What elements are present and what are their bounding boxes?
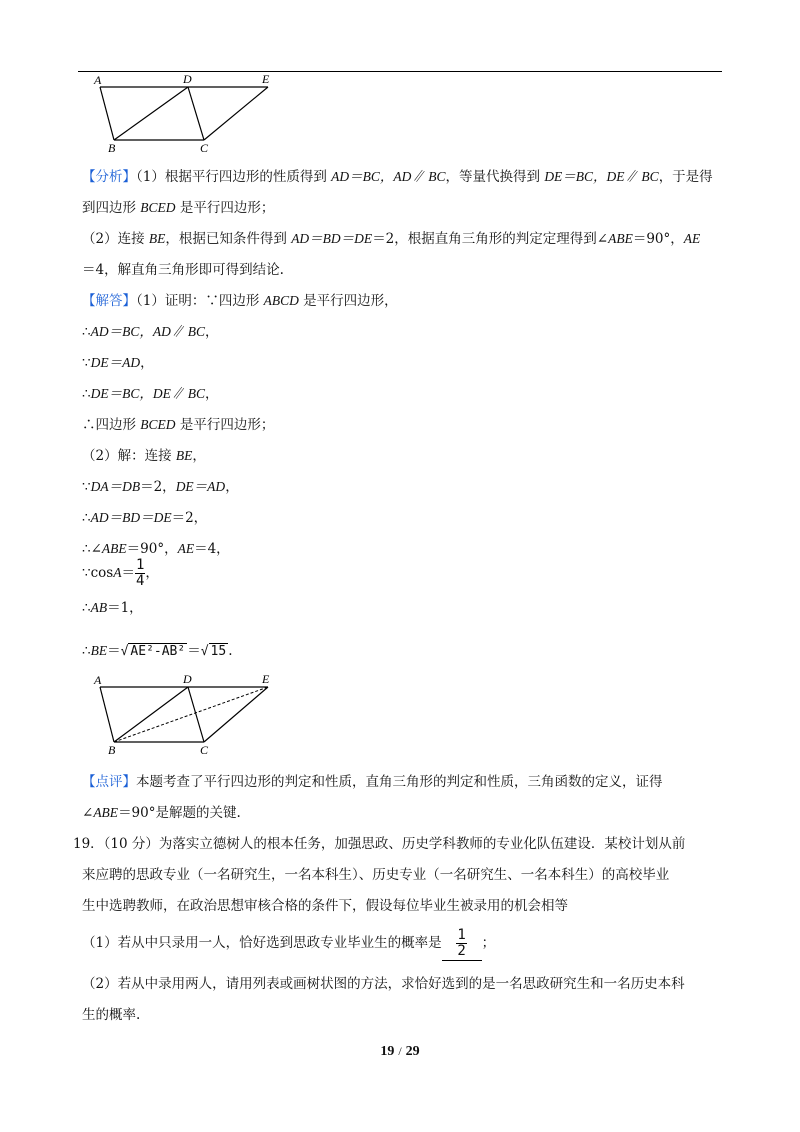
label-A: A xyxy=(94,73,102,87)
text: ，于是得 xyxy=(658,169,713,185)
answer-line-6 xyxy=(82,447,206,465)
label-C: C xyxy=(200,141,209,154)
text: ＝4，解直角三角形即可得到结论. xyxy=(82,262,284,278)
math: AD＝BC，AD∥ BC xyxy=(331,169,446,184)
label-D: D xyxy=(183,672,192,686)
text: ∵ xyxy=(82,479,91,495)
text: 19．（10 分）为落实立德树人的根本任务，加强思政、历史学科教师的专业化队伍建设．某校计划从前 xyxy=(73,836,686,852)
sqrt-expression: √ AE²-AB² xyxy=(120,644,186,659)
answer-line-7 xyxy=(82,478,239,496)
math: BE xyxy=(90,643,108,658)
fraction-one-half xyxy=(456,928,466,959)
denominator: 2 xyxy=(457,943,466,959)
text: （1）若从中只录用一人，恰好选到思政专业毕业生的概率是 xyxy=(82,935,442,951)
text: ， xyxy=(204,386,219,402)
math: DE＝AD xyxy=(175,479,226,494)
segment-CE xyxy=(204,87,268,140)
math: DE＝BC，DE∥ BC xyxy=(90,386,205,401)
answer-line-3 xyxy=(82,354,154,372)
label-E: E xyxy=(262,672,270,686)
math: AD＝BC，AD∥ BC xyxy=(90,324,205,339)
answer-blank xyxy=(442,926,482,961)
text: ， xyxy=(204,324,219,340)
segment-BD xyxy=(114,87,188,140)
text: ∠ xyxy=(82,805,94,821)
math: ABE xyxy=(608,231,633,246)
math: AB xyxy=(90,600,108,615)
text: ∴ xyxy=(82,324,91,340)
page-number xyxy=(0,1044,800,1060)
math: ABE xyxy=(101,541,127,556)
answer-line-2 xyxy=(82,323,218,341)
text: ∴四边形 xyxy=(82,417,141,433)
q19-part-1 xyxy=(82,926,495,961)
text: ＝ xyxy=(121,565,135,581)
text: （2）解：连接 xyxy=(82,448,176,464)
text: ∴ xyxy=(82,600,91,616)
text: ＝90°是解题的关键. xyxy=(118,805,241,821)
text: 来应聘的思政专业（一名研究生，一名本科生）、历史专业（一名研究生、一名本科生）的高校毕业 xyxy=(82,867,670,883)
text: ∴∠ xyxy=(82,541,102,557)
text: （1）根据平行四边形的性质得到 xyxy=(136,169,332,185)
parallelogram-figure-2 xyxy=(90,670,280,756)
label-C: C xyxy=(200,743,209,756)
answer-line-11 xyxy=(82,599,143,617)
text: ＝2， xyxy=(171,510,208,526)
answer-line-10 xyxy=(82,557,159,589)
text: ∴ xyxy=(82,386,91,402)
math: ABE xyxy=(93,805,119,820)
segment-AB xyxy=(100,687,114,742)
text: ，根据已知条件得到 xyxy=(165,231,292,247)
answer-line-9 xyxy=(82,540,230,558)
q19-line-1 xyxy=(73,835,685,853)
denominator: 4 xyxy=(135,573,145,589)
answer-line-5 xyxy=(82,416,274,434)
segment-AB xyxy=(100,87,114,140)
text: 是平行四边形； xyxy=(175,200,275,216)
segment-DC xyxy=(188,87,204,140)
answer-line-4 xyxy=(82,385,218,403)
math: A xyxy=(113,565,122,580)
text: ∵ xyxy=(82,355,91,371)
text: ＝90°， xyxy=(126,541,178,557)
text: ＝1， xyxy=(107,600,143,616)
text: ＝ xyxy=(107,643,121,659)
math: DE＝AD xyxy=(90,355,141,370)
text: （2）若从中录用两人，请用列表或画树状图的方法，求恰好选到的是一名思政研究生和一名历史本科 xyxy=(82,976,685,992)
text: ＝2，根据直角三角形的判定定理得到∠ xyxy=(372,231,609,247)
math: ABCD xyxy=(263,293,299,308)
numerator: 1 xyxy=(135,557,145,573)
answer-tag: 【解答】 xyxy=(82,293,136,309)
fraction-one-quarter xyxy=(135,558,145,589)
label-D: D xyxy=(183,72,192,86)
radicand: 15 xyxy=(210,644,227,659)
text: ， xyxy=(192,448,206,464)
segment-BD xyxy=(114,687,188,742)
analysis-tag: 【分析】 xyxy=(82,169,136,185)
math: AD＝BD＝DE xyxy=(291,231,373,246)
math: AE xyxy=(177,541,195,556)
text: 是平行四边形； xyxy=(175,417,275,433)
current-page: 19 xyxy=(380,1044,395,1059)
analysis-line-1 xyxy=(82,168,713,186)
label-A: A xyxy=(94,673,102,687)
segment-CE xyxy=(204,687,268,742)
text: ∴ xyxy=(82,510,91,526)
q19-line-3 xyxy=(82,897,568,915)
text: 是平行四边形， xyxy=(298,293,398,309)
numerator: 1 xyxy=(457,927,466,943)
analysis-line-3 xyxy=(82,230,700,248)
comment-line-1 xyxy=(82,773,663,791)
text: 生中选聘教师，在政治思想审核合格的条件下，假设每位毕业生被录用的机会相等 xyxy=(82,898,568,914)
text: （1）证明：∵四边形 xyxy=(136,293,264,309)
answer-line-8 xyxy=(82,509,207,527)
math: BCED xyxy=(140,417,176,432)
radicand: AE²-AB² xyxy=(130,644,186,659)
math: BE xyxy=(148,231,166,246)
sqrt-15: √ 15 xyxy=(200,644,227,659)
math: BE xyxy=(175,448,193,463)
parallelogram-figure-1 xyxy=(90,72,280,154)
text: ， xyxy=(225,479,239,495)
text: 本题考查了平行四边形的判定和性质，直角三角形的判定和性质，三角函数的定义，证得 xyxy=(136,774,663,790)
text: ， xyxy=(140,355,154,371)
text: ，等量代换得到 xyxy=(445,169,545,185)
math: DA＝DB xyxy=(90,479,141,494)
text: 到四边形 xyxy=(82,200,141,216)
page-separator: / xyxy=(398,1044,402,1058)
text: 生的概率. xyxy=(82,1007,141,1023)
label-B: B xyxy=(108,141,116,154)
text: ∵cos xyxy=(82,565,114,581)
text: ＝4， xyxy=(194,541,230,557)
answer-line-12 xyxy=(82,642,233,661)
comment-line-2 xyxy=(82,804,241,822)
label-B: B xyxy=(108,743,116,756)
q19-line-2 xyxy=(82,866,669,884)
q19-part-2-line-1 xyxy=(82,975,685,993)
analysis-line-2 xyxy=(82,199,274,217)
text: . xyxy=(228,643,233,659)
text: （2）连接 xyxy=(82,231,149,247)
label-E: E xyxy=(262,72,270,86)
comment-tag: 【点评】 xyxy=(82,774,136,790)
text: ＝90°， xyxy=(632,231,684,247)
q19-part-2-line-2 xyxy=(82,1006,140,1024)
total-pages: 29 xyxy=(405,1044,420,1059)
text: ＝ xyxy=(187,643,201,659)
math: AD＝BD＝DE xyxy=(90,510,172,525)
math: BCED xyxy=(140,200,176,215)
math: AE xyxy=(683,231,701,246)
text: ； xyxy=(481,935,496,951)
text: ， xyxy=(145,565,159,581)
text: ∴ xyxy=(82,643,91,659)
answer-line-1 xyxy=(82,292,398,310)
text: ＝2， xyxy=(140,479,176,495)
math: DE＝BC，DE∥ BC xyxy=(544,169,659,184)
analysis-line-4 xyxy=(82,261,284,279)
